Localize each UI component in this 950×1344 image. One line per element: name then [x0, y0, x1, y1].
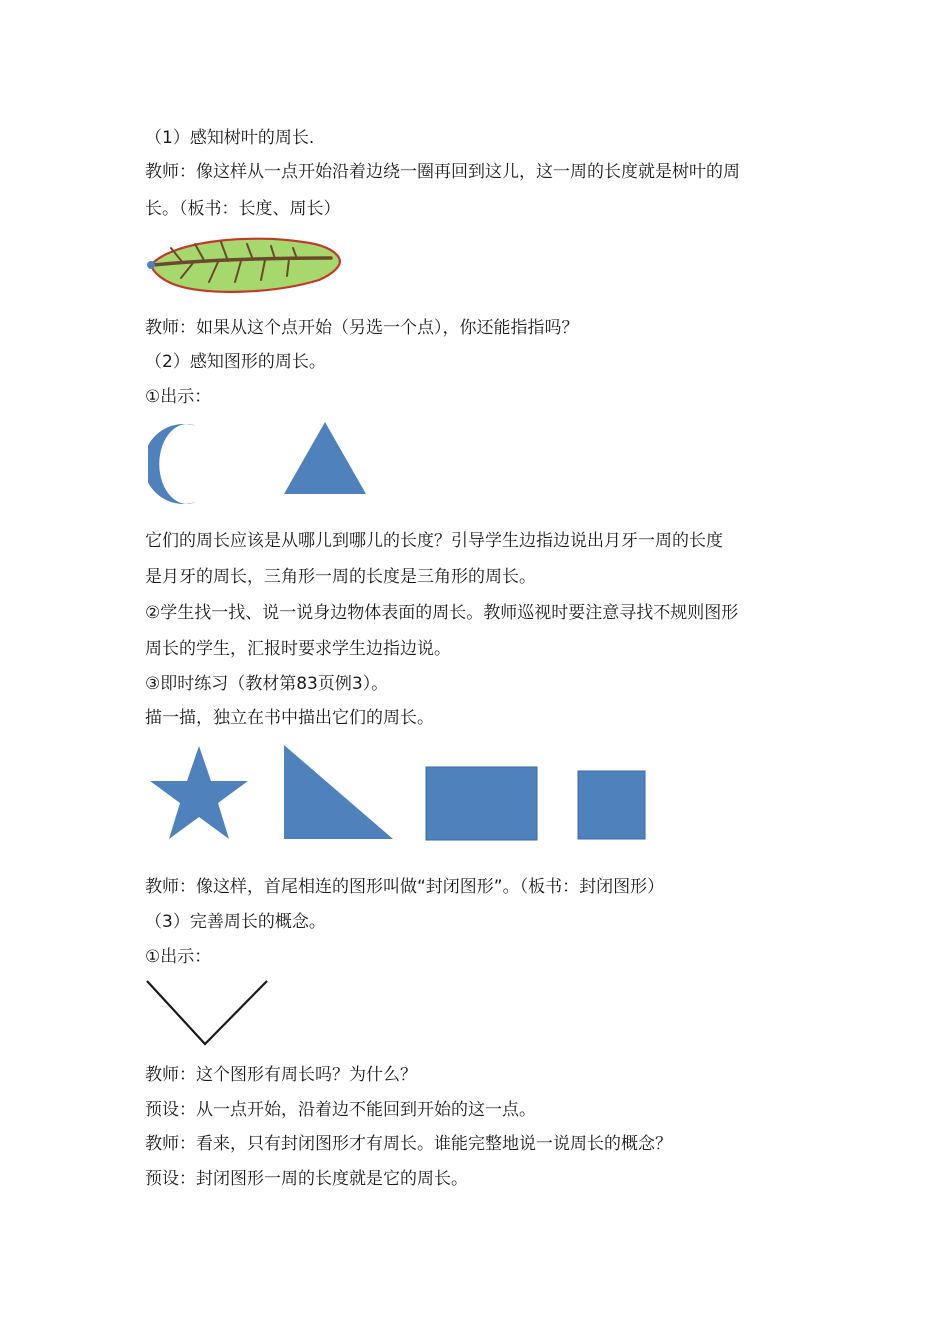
teacher-line-5: 教师：看来，只有封闭图形才有周长。谁能完整地说一说周长的概念？ — [145, 1134, 672, 1154]
paragraph-line-3: ②学生找一找、说一说身边物体表面的周长。教师巡视时要注意寻找不规则图形 — [145, 603, 739, 623]
triangle-figure — [282, 420, 368, 496]
section-3-heading: （3）完善周长的概念。 — [145, 912, 326, 932]
teacher-line-1: 教师：像这样从一点开始沿着边绕一圈再回到这儿，这一周的长度就是树叶的周 — [145, 162, 740, 182]
paragraph-line-4: 周长的学生，汇报时要求学生边指边说。 — [145, 639, 451, 659]
practice-heading: ③即时练习（教材第83页例3）。 — [145, 674, 389, 694]
teacher-line-3: 教师：像这样，首尾相连的图形叫做“封闭图形”。（板书：封闭图形） — [145, 877, 665, 897]
paragraph-line-1: 它们的周长应该是从哪儿到哪儿的长度？引导学生边指边说出月牙一周的长度 — [145, 531, 723, 551]
crescent-moon-figure — [148, 424, 200, 504]
star-figure — [147, 744, 251, 842]
show-label-2: ①出示： — [145, 947, 212, 967]
paragraph-line-2: 是月牙的周长，三角形一周的长度是三角形的周长。 — [145, 567, 536, 587]
teacher-line-2: 教师：如果从这个点开始（另选一个点），你还能指指吗？ — [145, 318, 579, 338]
teacher-line-4: 教师：这个图形有周长吗？为什么？ — [145, 1065, 417, 1085]
rectangle-figure — [425, 766, 538, 841]
teacher-line-1-cont: 长。（板书：长度、周长） — [145, 199, 341, 219]
show-label-1: ①出示： — [145, 387, 212, 407]
preset-answer-2: 预设：封闭图形一周的长度就是它的周长。 — [145, 1169, 468, 1189]
section-2-heading: （2）感知图形的周长。 — [145, 352, 326, 372]
leaf-figure — [143, 232, 353, 298]
section-1-heading: （1）感知树叶的周长. — [145, 128, 315, 148]
right-triangle-figure — [283, 744, 395, 841]
square-figure — [577, 770, 646, 840]
practice-instruction: 描一描，独立在书中描出它们的周长。 — [145, 708, 434, 728]
open-angle-figure — [145, 978, 271, 1048]
preset-answer-1: 预设：从一点开始，沿着边不能回到开始的这一点。 — [145, 1100, 536, 1120]
